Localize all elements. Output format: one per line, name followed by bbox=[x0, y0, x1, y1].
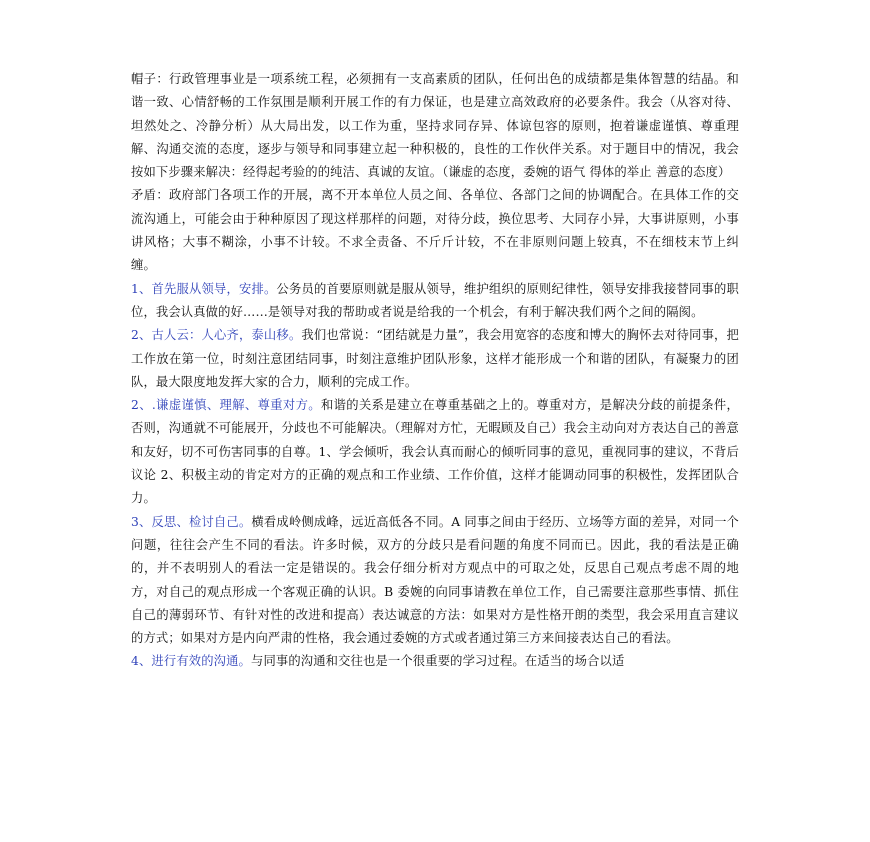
paragraph-text: 我们也常说：“团结就是力量”，我会用宽容的态度和博大的胸怀去对待同事，把工作放在第一位，时刻注意团结同事，时刻注意维护团队形象，这样才能形成一个和谐的团队，有凝聚力的团队，最大限度地发挥大家的合力，顺利的完成工作。 bbox=[131, 328, 739, 389]
paragraph-step-3 bbox=[131, 511, 739, 651]
document-page bbox=[131, 68, 739, 674]
paragraph-text: 矛盾：政府部门各项工作的开展，离不开本单位人员之间、各单位、各部门之间的协调配合。在具体工作的交流沟通上，可能会由于种种原因了现这样那样的问题，对待分歧，换位思考、大同存小异，大事讲原则，小事讲风格；大事不糊涂，小事不计较。不求全责备、不斤斤计较，不在非原则问题上较真，不在细枝末节上纠缠。 bbox=[131, 188, 739, 273]
paragraph-conflict bbox=[131, 184, 739, 277]
paragraph-intro bbox=[131, 68, 739, 184]
paragraph-text: 横看成岭侧成峰，远近高低各不同。A 同事之间由于经历、立场等方面的差异，对同一个问题，往往会产生不同的看法。许多时候，双方的分歧只是看问题的角度不同而已。因此，我的看法是正确的，并不表明别人的看法一定是错误的。我会仔细分析对方观点中的可取之处，反思自己观点考虑不周的地方，对自己的观点形成一个客观正确的认识。B 委婉的向同事请教在单位工作，自己需要注意那些事情、抓住自己的薄弱环节、有针对性的改进和提高）表达诚意的方法：如果对方是性格开朗的类型，我会采用直言建议的方式；如果对方是内向严肃的性格，我会通过委婉的方式或者通过第三方来间接表达自己的看法。 bbox=[131, 514, 739, 646]
paragraph-step-4 bbox=[131, 650, 739, 673]
paragraph-text: 和谐的关系是建立在尊重基础之上的。尊重对方，是解决分歧的前提条件，否则，沟通就不可能展开，分歧也不可能解决。（理解对方忙，无暇顾及自己）我会主动向对方表达自己的善意和友好，切不可伤害同事的自尊。1、学会倾听，我会认真而耐心的倾听同事的意见，重视同事的建议，不背后议论 2、积极主动的肯定对方的正确的观点和工作业绩、工作价值，这样才能调动同事的积极性，发挥团队合力。 bbox=[131, 398, 740, 506]
paragraph-step-1 bbox=[131, 278, 739, 325]
step-heading: 2、.谦虚谨慎、理解、尊重对方。 bbox=[131, 398, 321, 413]
step-heading: 1、首先服从领导，安排。 bbox=[131, 281, 277, 296]
step-heading: 3、反思、检讨自己。 bbox=[131, 514, 252, 529]
step-heading: 4、进行有效的沟通。 bbox=[131, 654, 251, 669]
paragraph-text: 公务员的首要原则就是服从领导，维护组织的原则纪律性，领导安排我接替同事的职位，我会认真做的好……是领导对我的帮助或者说是给我的一个机会，有利于解决我们两个之间的隔阂。 bbox=[131, 281, 739, 319]
step-heading: 2、古人云：人心齐，泰山移。 bbox=[131, 328, 302, 343]
paragraph-step-2b bbox=[131, 394, 739, 510]
paragraph-text: 与同事的沟通和交往也是一个很重要的学习过程。在适当的场合以适 bbox=[251, 654, 625, 669]
paragraph-text: 帽子：行政管理事业是一项系统工程，必须拥有一支高素质的团队，任何出色的成绩都是集体智慧的结晶。和谐一致、心情舒畅的工作氛围是顺利开展工作的有力保证，也是建立高效政府的必要条件。我会（从容对待、坦然处之、冷静分析）从大局出发，以工作为重，坚持求同存异、体谅包容的原则，抱着谦虚谨慎、尊重理解、沟通交流的态度，逐步与领导和同事建立起一种积极的，良性的工作伙伴关系。对于题目中的情况，我会按如下步骤来解决：经得起考验的的纯洁、真诚的友谊。（谦虚的态度，委婉的语气 得体的举止 善意的态度） bbox=[131, 72, 739, 180]
paragraph-step-2 bbox=[131, 324, 739, 394]
